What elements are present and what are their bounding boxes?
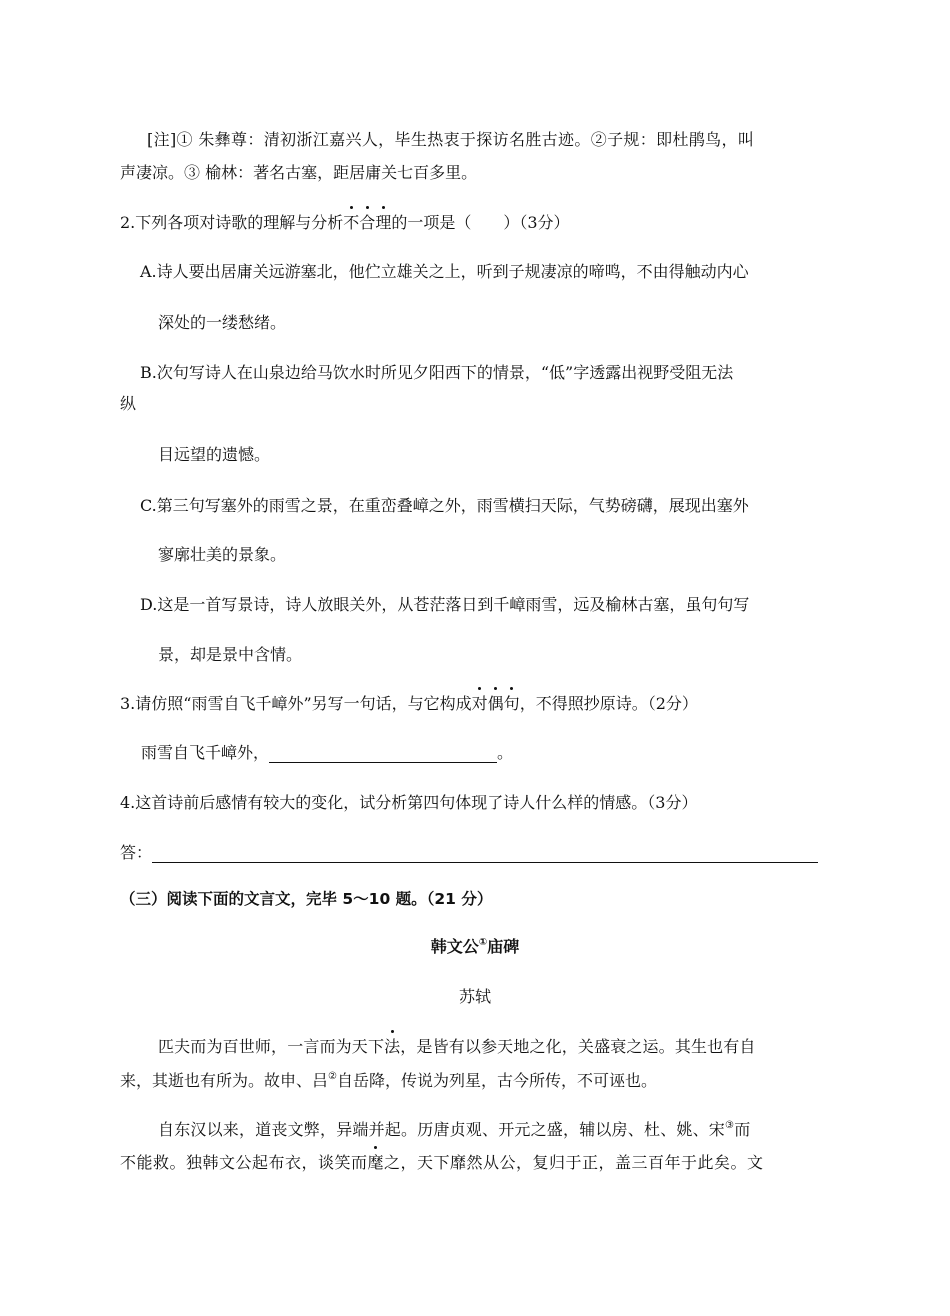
- emphasis-char: 偶: [487, 694, 504, 713]
- q2-option-a-line-1: A.诗人要出居庸关远游塞北，他伫立雄关之上，听到子规凄凉的啼鸣，不由得触动内心: [140, 262, 749, 281]
- p1-text: ，是皆有以参天地之化，关盛衰之运。其生也有自: [400, 1037, 756, 1056]
- q2-option-b-line-1: B.次句写诗人在山泉边给马饮水时所见夕阳西下的情景，“低”字透露出视野受阻无法: [140, 363, 734, 382]
- p2-text: 之，天下靡然从公，复归于正，盖三百年于此矣。文: [384, 1153, 764, 1172]
- footnote-marker: ②: [328, 1071, 337, 1082]
- section-3-heading: （三）阅读下面的文言文，完毕 5～10 题。（21 分）: [120, 890, 493, 908]
- q3-answer-line: [141, 743, 513, 763]
- q2-option-a-line-2: 深处的一缕愁绪。: [158, 313, 287, 332]
- q2-option-c-line-2: 寥廓壮美的景象。: [158, 545, 287, 564]
- passage-p1-line-1: [158, 1037, 756, 1057]
- passage-author: 苏轼: [458, 987, 491, 1006]
- footnote-marker: ③: [725, 1120, 735, 1131]
- passage-p2-line-2: [120, 1153, 764, 1173]
- question-3-stem: [120, 694, 698, 714]
- q3-stem-suffix: ，不得照抄原诗。（2分）: [519, 694, 698, 713]
- emphasis-char: 不: [343, 213, 360, 232]
- note-line-2: 声凄凉。③ 榆林：著名古塞，距居庸关七百多里。: [120, 163, 478, 182]
- emphasis-char: 理: [375, 213, 392, 232]
- note-line-1: [注]① 朱彝尊：清初浙江嘉兴人，毕生热衷于探访名胜古迹。②子规：即杜鹃鸟，叫: [147, 130, 755, 149]
- passage-title-suffix: 庙碑: [487, 937, 520, 956]
- q4-answer-line: [120, 843, 818, 863]
- emphasis-char: 合: [359, 213, 376, 232]
- q3-answer-blank[interactable]: [269, 746, 497, 763]
- q4-answer-label: 答：: [120, 843, 153, 862]
- emphasis-char: 法: [384, 1037, 401, 1056]
- q2-option-c-line-1: C.第三句写塞外的雨雪之景，在重峦叠嶂之外，雨雪横扫天际，气势磅礴，展现出塞外: [140, 496, 749, 515]
- passage-p1-line-2: [120, 1071, 657, 1091]
- passage-p2-line-1: [158, 1120, 750, 1140]
- q2-option-d-line-1: D.这是一首写景诗，诗人放眼关外，从苍茫落日到千嶂雨雪，远及榆林古塞，虽句句写: [140, 595, 750, 614]
- q2-stem-prefix: 2.下列各项对诗歌的理解与分析: [120, 213, 344, 232]
- q2-stem-suffix: 的一项是（ ）（3分）: [391, 213, 570, 232]
- q2-option-b-line-2: 纵: [120, 394, 137, 413]
- question-2-stem: [120, 213, 570, 233]
- p2-text: 自东汉以来，道丧文弊，异端并起。历唐贞观、开元之盛，辅以房、杜、姚、宋: [158, 1120, 726, 1139]
- p2-text: 而: [734, 1120, 751, 1139]
- q3-answer-suffix: 。: [497, 743, 514, 762]
- q3-stem-prefix: 3.请仿照“雨雪自飞千嶂外”另写一句话，与它构成: [120, 694, 472, 713]
- emphasis-char: 对: [471, 694, 488, 713]
- q4-answer-blank[interactable]: [152, 846, 818, 863]
- q3-answer-prefix: 雨雪自飞千嶂外，: [141, 743, 270, 762]
- passage-title-prefix: 韩文公: [430, 937, 479, 956]
- p1-text: 来，其逝也有所为。故申、吕: [120, 1071, 329, 1090]
- p1-text: 匹夫而为百世师，一言而为天下: [158, 1037, 385, 1056]
- question-4-stem: 4.这首诗前后感情有较大的变化，试分析第四句体现了诗人什么样的情感。（3分）: [120, 793, 698, 812]
- p1-text: 自岳降，传说为列星，古今所传，不可诬也。: [336, 1071, 657, 1090]
- q2-option-b-line-3: 目远望的遗憾。: [158, 445, 271, 464]
- emphasis-char: 麾: [367, 1153, 385, 1172]
- q2-option-d-line-2: 景，却是景中含情。: [158, 645, 303, 664]
- p2-text: 不能救。独韩文公起布衣，谈笑而: [120, 1153, 368, 1172]
- emphasis-char: 句: [503, 694, 520, 713]
- passage-title: [0, 937, 950, 957]
- footnote-marker: ①: [478, 937, 488, 948]
